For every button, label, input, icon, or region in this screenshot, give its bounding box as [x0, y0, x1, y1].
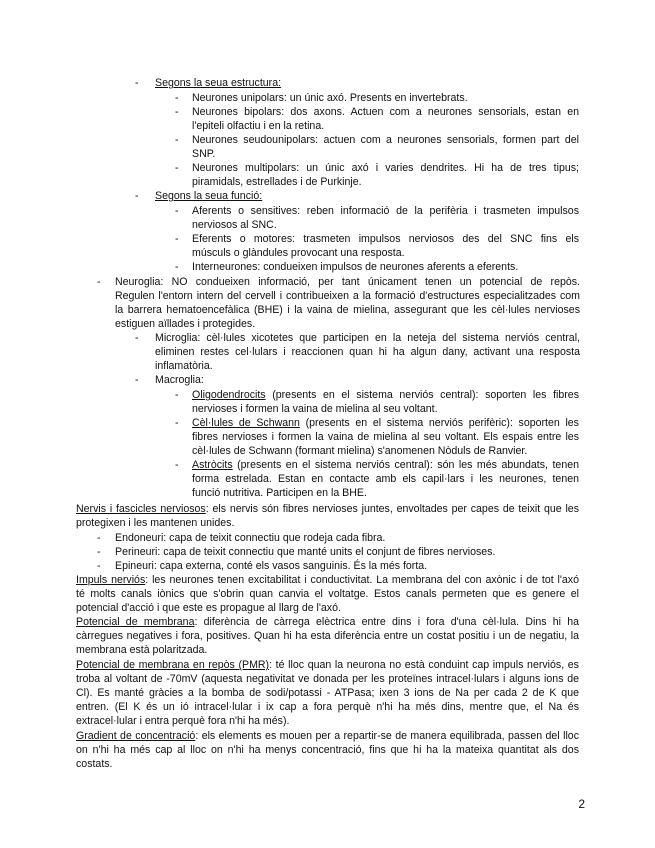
bullet-dash: - [135, 332, 139, 344]
epineuri-text: Epineuri: capa externa, conté els vasos sanguinis. És la més forta. [115, 560, 428, 572]
struct-heading: Segons la seua estructura: [155, 77, 282, 89]
bullet-dash: - [135, 374, 139, 386]
pmr-text: : té lloc quan la neurona no està conduint cap impuls nerviós, es [269, 659, 579, 671]
bullet-dash: - [175, 261, 179, 273]
bullet-dash: - [175, 205, 179, 217]
aferents-line-2: nerviosos al SNC. [192, 219, 277, 231]
multi-line-2: piramidals, estrellades i de Purkinje. [192, 176, 362, 188]
bullet-dash: - [135, 190, 139, 202]
pmr-line-5: extracel·lular i entra perquè fora n'hi ha més). [76, 715, 290, 727]
nervis-line-1 [76, 503, 579, 516]
endoneuri-text: Endoneuri: capa de teixit connectiu que rodeja cada fibra. [115, 532, 386, 544]
bipolars-line-1: Neurones bipolars: dos axons. Actuen com a neurones sensorials, estan en [192, 106, 579, 118]
pmr-line-1 [76, 659, 579, 672]
oligo-text: (presents en el sistema nerviós central): soporten les fibres [265, 389, 579, 401]
astro-term: Astròcits [192, 459, 233, 471]
impuls-line-1 [76, 574, 579, 587]
microglia-line-2: eliminen restes cel·lulars i reaccionen quan hi ha algun dany, activant una resposta [155, 346, 580, 358]
aferents-line-1: Aferents o sensitives: reben informació de la perifèria i trasmeten impulsos [192, 205, 579, 217]
impuls-line-3: potencial d'acció i que este es propague al llarg de l'axó. [76, 602, 341, 614]
pmr-line-2: troba al voltant de -70mV (aquesta negativitat ve donada per les proteïnes intracel·lulars i alguns ions de [76, 673, 579, 685]
potmem-term: Potencial de membrana [76, 616, 195, 628]
impuls-text: : les neurones tenen excitabilitat i conductivitat. La membrana del con axònic i de tot l'axó [145, 574, 579, 586]
bullet-dash: - [97, 560, 101, 572]
astro-line-2: forma estrelada. Estan en contacte amb els capil·lars i les neurones, tenen [192, 473, 579, 485]
eferents-line-2: músculs o glàndules provocant una resposta. [192, 247, 405, 259]
impuls-term: Impuls nerviós [76, 574, 146, 586]
macroglia-text: Macroglia: [155, 374, 204, 386]
oligo-term: Oligodendrocits [192, 389, 266, 401]
bullet-dash: - [97, 276, 101, 288]
pmr-term: Potencial de membrana en repòs (PMR) [76, 659, 270, 671]
astro-line-3: funció nutritiva. Participen en la BHE. [192, 487, 367, 499]
potmem-text: : diferència de càrrega elèctrica entre dins i fora d'una cèl·lula. Dins hi ha [194, 616, 579, 628]
bullet-dash: - [97, 532, 101, 544]
neuroglia-line-1: Neuroglia: NO condueixen informació, per tant únicament tenen un potencial de repòs. [115, 276, 580, 288]
inter-text: Interneurones: condueixen impulsos de neurones aferents a eferents. [192, 261, 519, 273]
perineuri-text: Perineuri: capa de teixit connectiu que manté units el conjunt de fibres nervioses. [115, 546, 496, 558]
bipolars-line-2: l'epiteli olfactiu i en la retina. [192, 120, 325, 132]
potmem-line-2: càrregues negatives i fora, positives. Quan hi ha esta diferència entre un costat positiu i un de negatiu, la [76, 630, 579, 642]
grad-term: Gradient de concentració [76, 730, 196, 742]
bullet-dash: - [175, 106, 179, 118]
bullet-dash: - [175, 459, 179, 471]
func-heading: Segons la seua funció: [155, 190, 263, 202]
potmem-line-1 [76, 616, 579, 629]
neuroglia-line-4: estiguen aïllades i protegides. [115, 318, 256, 330]
schwann-line-2: fibres nervioses i formen la vaina de mielina al seu voltant. Els espais entre les [192, 431, 579, 443]
bullet-dash: - [135, 77, 139, 89]
bullet-dash: - [175, 92, 179, 104]
pmr-line-4: entren. (El K és un ió intracel·lular i ix cap a fora perquè n'hi ha més dins, mentre que, el Na és [76, 701, 579, 713]
nervis-line-2: protegixen i les mantenen unides. [76, 517, 235, 529]
pmr-line-3: Cl). Es manté gràcies a la bomba de sodi/potassi - ATPasa; ixen 3 ions de Na per cada 2 de K que [76, 687, 579, 699]
multi-line-1: Neurones multipolars: un únic axó i varies dendrites. Hi ha de tres tipus; [192, 162, 579, 174]
schwann-line-1 [192, 417, 579, 430]
eferents-line-1: Eferents o motores: trasmeten impulsos nerviosos des del SNC fins els [192, 233, 579, 245]
grad-line-2: on n'hi ha més cap al lloc on n'hi ha menys concentració, fins que hi ha la mateixa quantitat als dos [76, 744, 579, 756]
grad-line-1 [76, 730, 579, 743]
bullet-dash: - [175, 417, 179, 429]
schwann-text: (presents en el sistema nerviós perifèric): soporten les [299, 417, 579, 429]
page-number: 2 [578, 797, 585, 811]
astro-text: (presents en el sistema nerviós central): són les més abundats, tenen [232, 459, 579, 471]
oligo-line-1 [192, 389, 579, 402]
bullet-dash: - [175, 134, 179, 146]
impuls-line-2: té molts canals iònics que s'obrin quan canvia el voltatge. Estos canals permeten que es genere el [76, 588, 579, 600]
schwann-line-3: cèl·lules de Schwann (formant mielina) s'anomenen Nòduls de Ranvier. [192, 445, 528, 457]
seudo-line-2: SNP. [192, 148, 216, 160]
schwann-term: Cèl·lules de Schwann [192, 417, 300, 429]
nervis-text: : els nervis són fibres nervioses juntes, envoltades per capes de teixit que les [205, 503, 579, 515]
bullet-dash: - [175, 233, 179, 245]
neuroglia-line-3: la barrera hematoencefàlica (BHE) i la vaina de mielina, assegurant que les cèl·lules nervioses [115, 304, 580, 316]
bullet-dash: - [175, 162, 179, 174]
bullet-dash: - [97, 546, 101, 558]
microglia-line-1: Microglia: cèl·lules xicotetes que participen en la neteja del sistema nerviós central, [155, 332, 580, 344]
nervis-term: Nervis i fascicles nerviosos [76, 503, 206, 515]
neuroglia-line-2: Regulen l'entorn intern del cervell i contribueixen a la formació d'estructures especialitzades com [115, 290, 580, 302]
grad-text: : els elements es mouen per a repartir-se de manera equilibrada, passen del lloc [195, 730, 579, 742]
unipolars-text: Neurones unipolars: un únic axó. Presents en invertebrats. [192, 92, 468, 104]
oligo-line-2: nervioses i formen la vaina de mielina al seu voltant. [192, 403, 438, 415]
bullet-dash: - [175, 389, 179, 401]
astro-line-1 [192, 459, 579, 472]
grad-line-3: costats. [76, 758, 113, 770]
potmem-line-3: membrana està polaritzada. [76, 644, 208, 656]
microglia-line-3: inflamatòria. [155, 360, 213, 372]
seudo-line-1: Neurones seudounipolars: actuen com a neurones sensorials, formen part del [192, 134, 579, 146]
